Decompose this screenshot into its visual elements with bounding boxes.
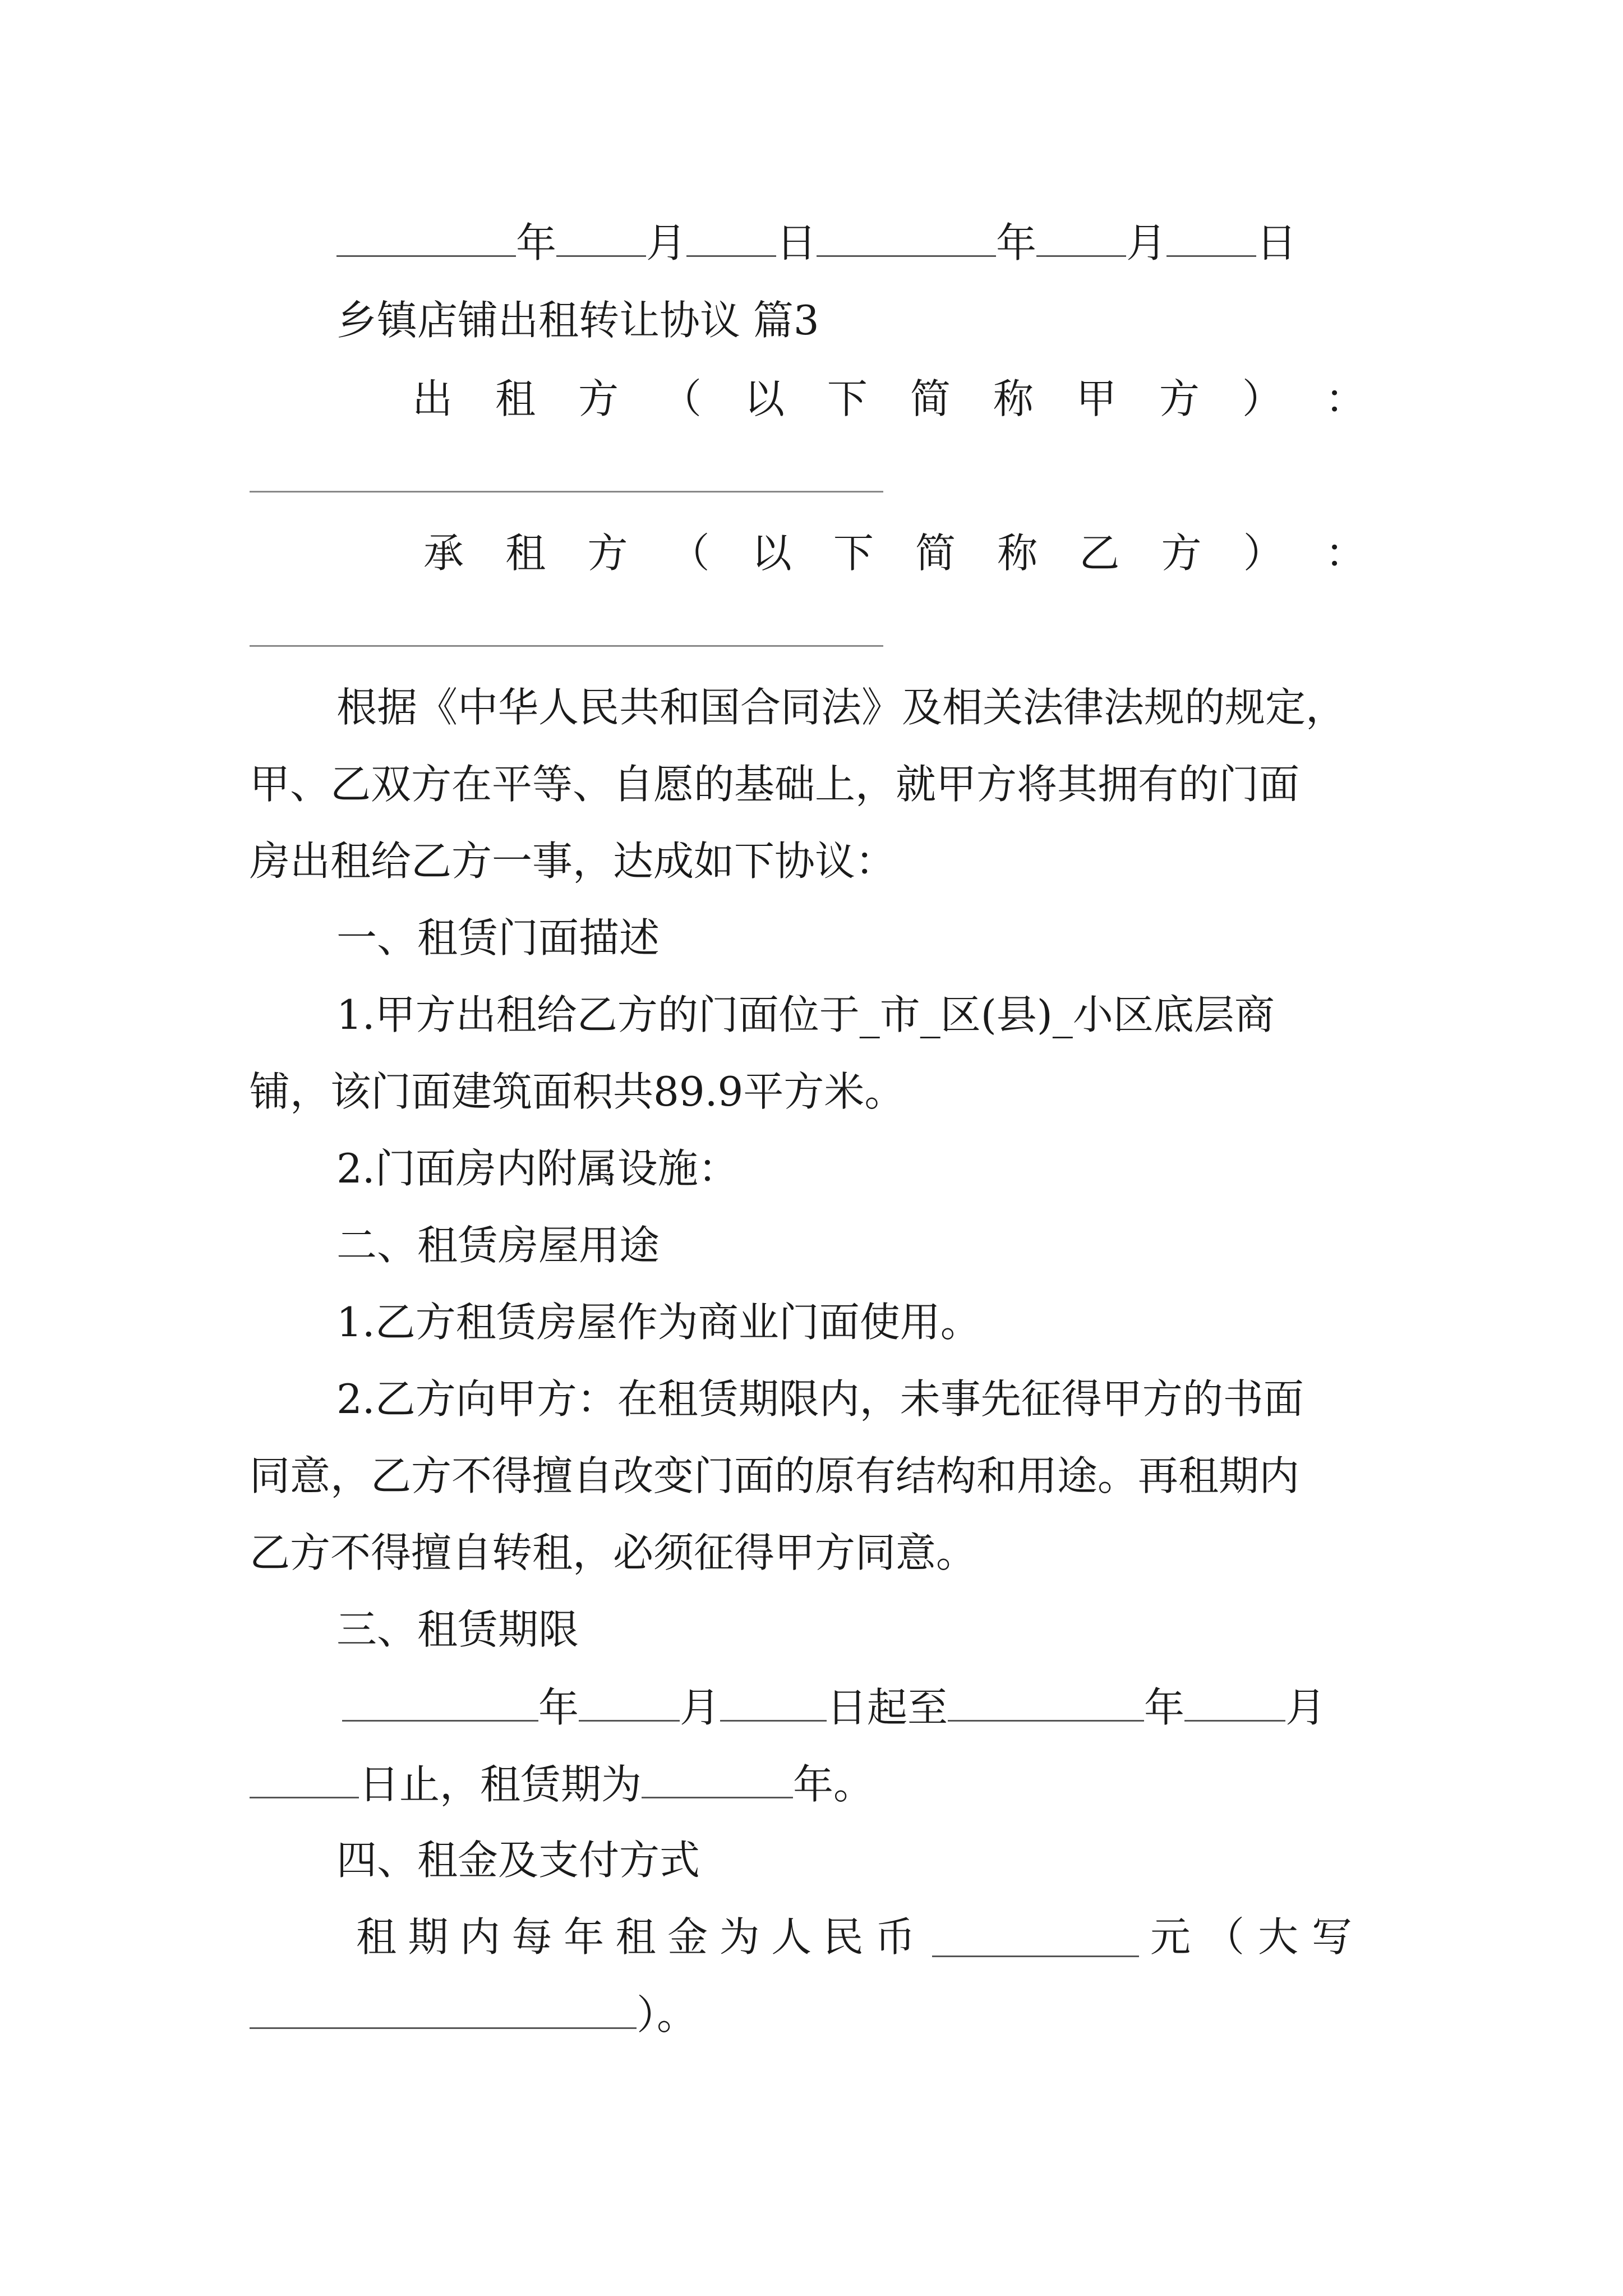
rent-c4: 年 — [564, 1913, 605, 1961]
day-label: 日 — [776, 219, 817, 266]
term-line-2 — [250, 1761, 874, 1808]
lessor-c5: 下 — [827, 375, 868, 422]
item-2-2-line-2: 同意，乙方不得擅自改变门面的原有结构和用途。再租期内 — [250, 1452, 1300, 1499]
rent-c10: 币 — [875, 1913, 916, 1961]
term-start-year-label: 年 — [538, 1684, 579, 1731]
term-line-1 — [342, 1684, 1326, 1731]
rent-yuan-label: 元（大写 — [1150, 1913, 1366, 1961]
blank-day[interactable] — [686, 222, 776, 257]
lessee-c3: （ — [669, 530, 710, 577]
lessee-c11: ： — [1325, 530, 1366, 577]
lessee-c6: 简 — [915, 530, 956, 577]
lessee-c8: 乙 — [1079, 530, 1120, 577]
item-2-2-line-1: 2.乙方向甲方：在租赁期限内，未事先征得甲方的书面 — [336, 1375, 1304, 1423]
lessee-c7: 称 — [997, 530, 1038, 577]
term-end-year-blank[interactable] — [948, 1686, 1144, 1722]
rent-c0: 租 — [356, 1913, 397, 1961]
lessee-fill-line[interactable] — [250, 645, 883, 647]
item-1-2: 2.门面房内附属设施： — [336, 1145, 739, 1192]
term-years-blank[interactable] — [642, 1763, 793, 1798]
term-start-day-blank[interactable] — [720, 1686, 827, 1722]
year-label-2: 年 — [996, 219, 1037, 266]
blank-year[interactable] — [336, 222, 516, 257]
rent-c2: 内 — [460, 1913, 501, 1961]
rent-c7: 为 — [719, 1913, 760, 1961]
lessor-c2: 方 — [578, 375, 619, 422]
lessee-c5: 下 — [833, 530, 874, 577]
term-end-label: 日止，租赁期为 — [359, 1761, 642, 1808]
section-4-heading: 四、租金及支付方式 — [336, 1837, 700, 1884]
term-years-label: 年。 — [793, 1761, 874, 1808]
lessor-c4: 以 — [744, 375, 785, 422]
lessor-c7: 称 — [993, 375, 1034, 422]
intro-line-3: 房出租给乙方一事，达成如下协议： — [250, 838, 896, 885]
lessor-c1: 租 — [495, 375, 536, 422]
blank-month[interactable] — [556, 222, 646, 257]
rent-c9: 民 — [823, 1913, 864, 1961]
lessee-c0: 承 — [423, 530, 464, 577]
rent-capital-blank[interactable] — [250, 1994, 637, 2029]
term-end-month-blank[interactable] — [1184, 1686, 1285, 1722]
lessee-c4: 以 — [751, 530, 792, 577]
lessee-c10: ） — [1243, 530, 1284, 577]
lessor-c9: 方 — [1159, 375, 1200, 422]
lessee-c9: 方 — [1161, 530, 1202, 577]
rent-close-label: ）。 — [637, 1991, 698, 2039]
term-start-month-label: 月 — [680, 1684, 721, 1731]
lessee-c1: 租 — [505, 530, 546, 577]
rent-text — [356, 1913, 916, 1961]
rent-line-1 — [356, 1913, 1366, 1961]
lessee-c2: 方 — [587, 530, 628, 577]
term-end-year-label: 年 — [1144, 1684, 1185, 1731]
lessor-c11: ： — [1325, 375, 1366, 422]
item-1-1-line-2: 铺，该门面建筑面积共89.9平方米。 — [250, 1068, 905, 1115]
term-start-month-blank[interactable] — [579, 1686, 680, 1722]
day-label-2: 日 — [1256, 219, 1297, 266]
term-start-year-blank[interactable] — [342, 1686, 538, 1722]
year-label: 年 — [516, 219, 557, 266]
rent-line-2 — [250, 1991, 698, 2039]
intro-line-1: 根据《中华人民共和国合同法》及相关法律法规的规定， — [336, 684, 1347, 731]
blank-day-2[interactable] — [1166, 222, 1256, 257]
lessor-fill-line[interactable] — [250, 491, 883, 493]
month-label-2: 月 — [1126, 219, 1167, 266]
blank-month-2[interactable] — [1036, 222, 1126, 257]
item-2-1: 1.乙方租赁房屋作为商业门面使用。 — [336, 1299, 981, 1346]
term-from-label: 日起至 — [827, 1684, 948, 1731]
item-1-1-line-1: 1.甲方出租给乙方的门面位于_市_区(县)_小区底层商 — [336, 991, 1275, 1038]
rent-c1: 期 — [408, 1913, 449, 1961]
lessor-line — [412, 375, 1366, 422]
lessor-c10: ） — [1242, 375, 1283, 422]
date-line — [336, 219, 1297, 266]
lessor-c8: 甲 — [1076, 375, 1117, 422]
intro-line-2: 甲、乙双方在平等、自愿的基础上，就甲方将其拥有的门面 — [250, 761, 1300, 808]
rent-c3: 每 — [511, 1913, 552, 1961]
document-title: 乡镇店铺出租转让协议 篇3 — [336, 297, 819, 344]
lessor-c0: 出 — [412, 375, 453, 422]
term-end-month-label: 月 — [1285, 1684, 1326, 1731]
section-1-heading: 一、租赁门面描述 — [336, 914, 660, 961]
section-3-heading: 三、租赁期限 — [336, 1606, 579, 1653]
rent-c8: 人 — [771, 1913, 812, 1961]
month-label: 月 — [646, 219, 687, 266]
blank-year-2[interactable] — [817, 222, 996, 257]
term-end-day-blank[interactable] — [250, 1763, 359, 1798]
lessor-c6: 简 — [910, 375, 951, 422]
section-2-heading: 二、租赁房屋用途 — [336, 1222, 660, 1269]
rent-c6: 金 — [667, 1913, 708, 1961]
lessee-line — [423, 530, 1366, 577]
lessor-c3: （ — [661, 375, 702, 422]
item-2-2-line-3: 乙方不得擅自转租，必须征得甲方同意。 — [250, 1529, 977, 1576]
rent-amount-blank[interactable] — [932, 1922, 1139, 1957]
rent-c5: 租 — [615, 1913, 656, 1961]
